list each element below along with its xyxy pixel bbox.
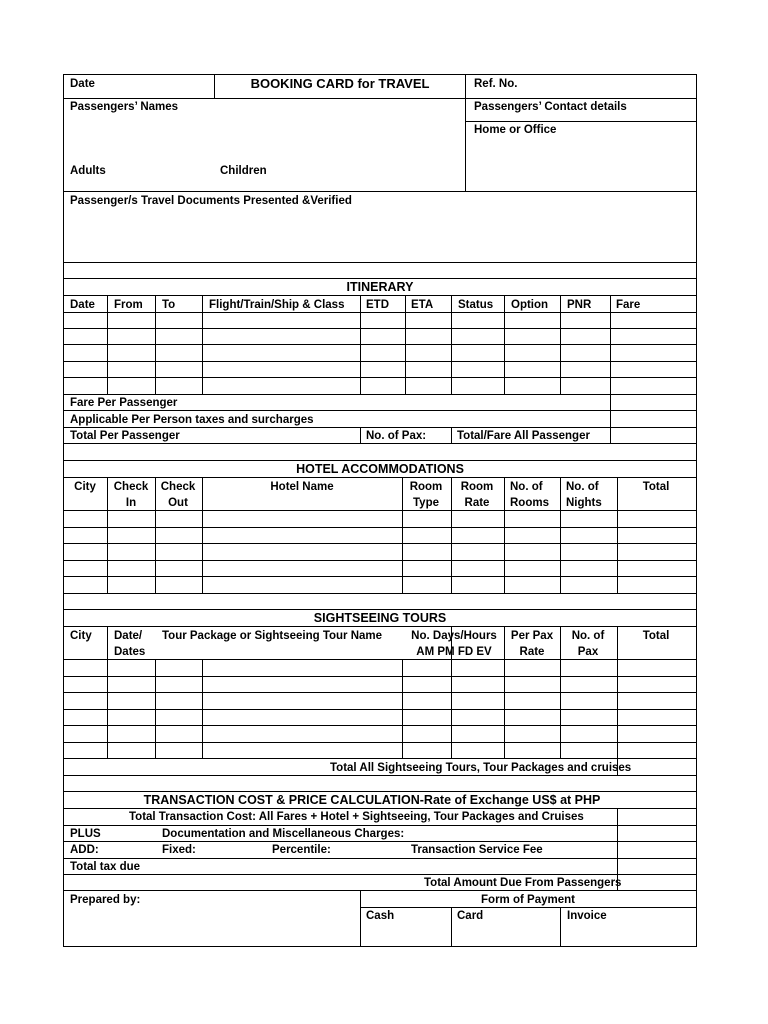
hotel-col-room-type: Room xyxy=(409,481,443,493)
hotel-col-room-type: Type xyxy=(413,497,439,509)
total-fare-all-label: Total/Fare All Passenger xyxy=(457,430,590,442)
itinerary-col-date: Date xyxy=(70,299,95,311)
divider xyxy=(63,477,697,478)
frame-bottom xyxy=(63,946,697,947)
sightseeing-col-no-of-pax: No. of xyxy=(571,630,605,642)
divider xyxy=(451,427,452,444)
add-label: ADD: xyxy=(70,844,99,856)
divider xyxy=(63,191,697,192)
payment-card-label: Card xyxy=(457,910,484,922)
itinerary-col-option: Option xyxy=(511,299,549,311)
divider xyxy=(202,295,203,395)
divider xyxy=(202,477,203,594)
divider xyxy=(504,477,505,594)
divider xyxy=(63,98,697,99)
divider xyxy=(63,808,697,809)
hotel-col-name: Hotel Name xyxy=(270,481,334,493)
hotel-col-rooms: Rooms xyxy=(510,497,549,509)
sightseeing-col-tour-name: Tour Package or Sightseeing Tour Name xyxy=(162,630,383,642)
form-of-payment-label: Form of Payment xyxy=(481,894,575,906)
divider xyxy=(107,626,108,759)
contact-details-label: Passengers’ Contact details xyxy=(474,101,627,113)
divider xyxy=(155,659,156,759)
divider xyxy=(63,410,697,411)
percentile-label: Percentile: xyxy=(272,844,331,856)
divider xyxy=(63,609,697,610)
divider xyxy=(360,295,361,395)
divider xyxy=(107,295,108,395)
sightseeing-col-no-of-pax: Pax xyxy=(577,646,599,658)
adults-label: Adults xyxy=(70,165,106,177)
itinerary-col-from: From xyxy=(114,299,143,311)
payment-invoice-label: Invoice xyxy=(567,910,607,922)
travel-docs-label: Passenger/s Travel Documents Presented &Verified xyxy=(70,195,352,207)
divider xyxy=(451,907,452,947)
divider xyxy=(155,477,156,594)
itinerary-heading: ITINERARY xyxy=(346,280,414,294)
hotel-col-check-out: Out xyxy=(168,497,188,509)
hotel-col-room-rate: Room xyxy=(460,481,494,493)
taxes-label: Applicable Per Person taxes and surcharges xyxy=(70,414,314,426)
divider xyxy=(360,890,361,947)
documentation-label: Documentation and Miscellaneous Charges: xyxy=(162,828,405,840)
itinerary-col-fare: Fare xyxy=(616,299,641,311)
divider xyxy=(465,74,466,192)
sightseeing-col-per-pax-rate: Rate xyxy=(519,646,545,658)
sightseeing-col-city: City xyxy=(70,630,92,642)
divider xyxy=(63,443,697,444)
divider xyxy=(402,477,403,594)
divider xyxy=(451,295,452,395)
divider xyxy=(63,344,697,345)
divider xyxy=(405,295,406,395)
sightseeing-col-days-hours: No. Days/Hours xyxy=(411,630,497,642)
hotel-col-city: City xyxy=(74,481,96,493)
hotel-col-nights: Nights xyxy=(566,497,602,509)
hotel-col-total: Total xyxy=(642,481,670,493)
divider xyxy=(63,692,697,693)
divider xyxy=(465,121,697,122)
prepared-by-label: Prepared by: xyxy=(70,894,141,906)
divider xyxy=(63,709,697,710)
sightseeing-col-dates: Dates xyxy=(114,646,146,658)
divider xyxy=(63,312,697,313)
divider xyxy=(63,328,697,329)
divider xyxy=(63,742,697,743)
divider xyxy=(560,626,561,759)
divider xyxy=(63,262,697,263)
divider xyxy=(402,659,403,759)
divider xyxy=(63,560,697,561)
divider xyxy=(63,791,697,792)
divider xyxy=(63,858,697,859)
divider xyxy=(63,825,697,826)
divider xyxy=(63,510,697,511)
divider xyxy=(617,626,618,759)
divider xyxy=(63,427,697,428)
divider xyxy=(63,890,697,891)
total-due-label: Total Amount Due From Passengers xyxy=(424,877,622,889)
plus-label: PLUS xyxy=(70,828,101,840)
divider xyxy=(63,543,697,544)
sightseeing-col-dates: Date/ xyxy=(114,630,143,642)
itinerary-col-pnr: PNR xyxy=(567,299,592,311)
divider xyxy=(617,477,618,594)
no-of-pax-label: No. of Pax: xyxy=(366,430,427,442)
divider xyxy=(63,527,697,528)
divider xyxy=(107,477,108,594)
divider xyxy=(63,758,697,759)
divider xyxy=(504,295,505,395)
home-office-label: Home or Office xyxy=(474,124,557,136)
divider xyxy=(63,394,697,395)
divider xyxy=(63,676,697,677)
sightseeing-col-days-hours: AM PM FD EV xyxy=(416,646,492,658)
form-title: BOOKING CARD for TRAVEL xyxy=(250,76,430,91)
ref-no-label: Ref. No. xyxy=(474,78,518,90)
divider xyxy=(63,626,697,627)
divider xyxy=(63,460,697,461)
divider xyxy=(63,377,697,378)
divider xyxy=(451,477,452,594)
divider xyxy=(560,477,561,594)
hotel-col-nights: No. of xyxy=(566,481,599,493)
divider xyxy=(63,775,697,776)
sightseeing-col-total: Total xyxy=(642,630,670,642)
sightseeing-total-all-label: Total All Sightseeing Tours, Tour Packages and cruises xyxy=(330,762,632,774)
divider xyxy=(560,295,561,395)
hotel-col-check-in: Check xyxy=(113,481,149,493)
hotel-col-check-out: Check xyxy=(160,481,196,493)
divider xyxy=(63,593,697,594)
divider xyxy=(202,659,203,759)
hotel-heading: HOTEL ACCOMMODATIONS xyxy=(296,462,464,476)
total-tax-label: Total tax due xyxy=(70,861,141,873)
hotel-col-check-in: In xyxy=(125,497,137,509)
divider xyxy=(214,74,215,99)
hotel-col-room-rate: Rate xyxy=(464,497,490,509)
total-transaction-cost-label: Total Transaction Cost: All Fares + Hotel + Sightseeing, Tour Packages and Cruises xyxy=(129,811,584,823)
divider xyxy=(504,626,505,759)
divider xyxy=(63,278,697,279)
divider xyxy=(63,725,697,726)
fixed-label: Fixed: xyxy=(162,844,196,856)
divider xyxy=(63,576,697,577)
fare-per-passenger-label: Fare Per Passenger xyxy=(70,397,178,409)
divider xyxy=(63,295,697,296)
divider xyxy=(63,659,697,660)
date-label: Date xyxy=(70,78,95,90)
hotel-col-rooms: No. of xyxy=(510,481,543,493)
service-fee-label: Transaction Service Fee xyxy=(411,844,543,856)
frame-top xyxy=(63,74,697,75)
itinerary-col-to: To xyxy=(162,299,176,311)
transaction-heading: TRANSACTION COST & PRICE CALCULATION-Rate of Exchange US$ at PHP xyxy=(143,793,601,807)
children-label: Children xyxy=(220,165,267,177)
divider xyxy=(155,295,156,395)
divider xyxy=(63,841,697,842)
passengers-names-label: Passengers’ Names xyxy=(70,101,179,113)
itinerary-col-etd: ETD xyxy=(366,299,389,311)
itinerary-col-eta: ETA xyxy=(411,299,434,311)
divider xyxy=(610,295,611,444)
divider xyxy=(360,907,697,908)
sightseeing-col-per-pax-rate: Per Pax xyxy=(510,630,554,642)
sightseeing-heading: SIGHTSEEING TOURS xyxy=(313,611,447,625)
divider xyxy=(63,361,697,362)
itinerary-col-flight: Flight/Train/Ship & Class xyxy=(209,299,345,311)
payment-cash-label: Cash xyxy=(366,910,395,922)
divider xyxy=(63,874,697,875)
divider xyxy=(560,907,561,947)
total-per-passenger-label: Total Per Passenger xyxy=(70,430,180,442)
divider xyxy=(360,427,361,444)
itinerary-col-status: Status xyxy=(458,299,494,311)
